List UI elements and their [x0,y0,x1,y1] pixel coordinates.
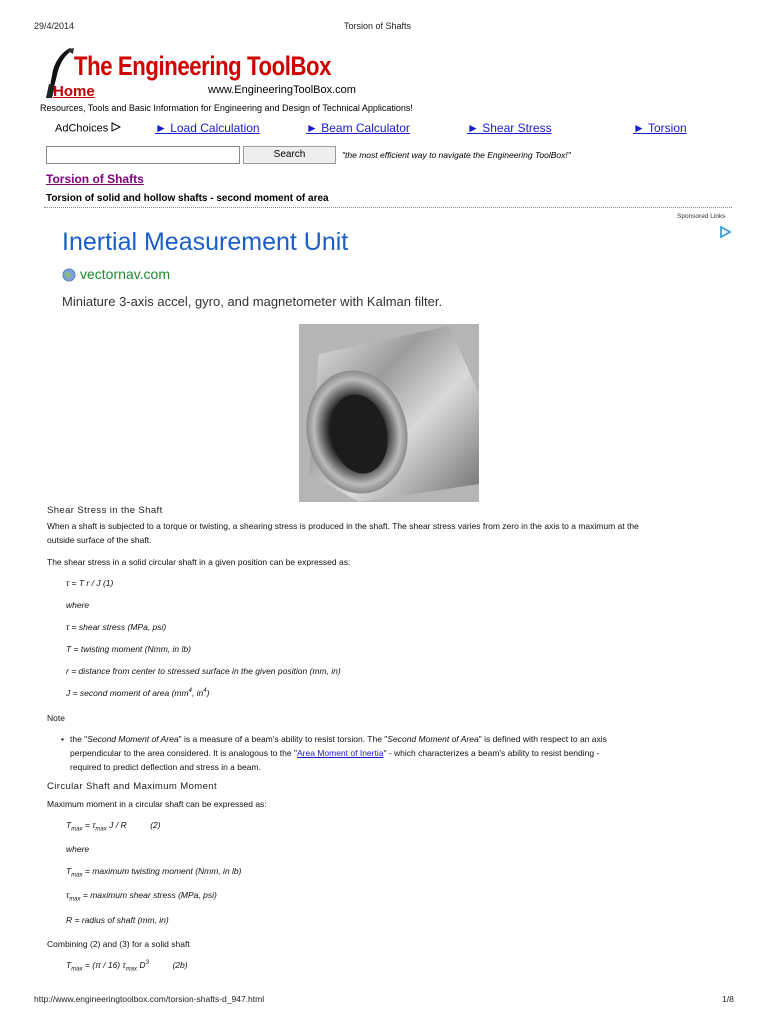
definition-J-exponent-1: 4 [188,688,192,695]
def-taumax-sub: max [69,896,81,903]
page-subtitle: Torsion of solid and hollow shafts - second moment of area [46,193,329,204]
ad-domain[interactable]: vectornav.com [80,266,170,282]
note-text-1b: Second Moment of Area [87,734,179,744]
eq2b-mid: = (π / 16) τ [82,960,126,970]
search-button[interactable]: Search [243,146,336,164]
eq2-T: T [66,820,72,830]
note-text-1c: " is a measure of a beam's ability to resist torsion. The " [178,734,388,744]
eq2b-sub-2: max [125,966,138,973]
shear-paragraph-2: The shear stress in a solid circular shaft in a given position can be expressed as: [47,557,351,567]
print-date: 29/4/2014 [34,21,75,31]
eq2b-T: T [66,960,72,970]
definition-r: r = distance from center to stressed surface in the given position (mm, in) [66,666,341,676]
note-list-item [61,732,607,774]
definition-taumax [66,890,217,903]
definition-J [66,688,209,698]
eq2b-D: D [137,960,146,970]
definition-T: T = twisting moment (Nmm, in lb) [66,644,191,654]
eq2b-sub-1: max [71,966,83,973]
divider [44,207,732,208]
def-taumax-tau: τ [66,890,70,900]
site-url: www.EngineeringToolBox.com [208,84,356,96]
shear-paragraph-1-line-2: outside surface of the shaft. [47,535,152,545]
search-motto: "the most efficient way to navigate the Engineering ToolBox!" [342,150,571,160]
area-moment-of-inertia-link[interactable]: Area Moment of Inertia [297,748,384,758]
definition-J-text-3: ) [206,688,210,698]
definition-tau: τ = shear stress (MPa, psi) [66,622,167,632]
site-tagline: Resources, Tools and Basic Information for Engineering and Design of Technical Applications! [40,103,413,113]
note-text-1d: Second Moment of Area [387,734,479,744]
eq2-rest: J / R (2) [106,820,161,830]
note-text-2b: " - which characterizes a beam's ability to resist bending - [383,748,600,758]
note-text-1a: the " [70,734,88,744]
note-line-3: required to predict deflection and stress in a beam. [70,762,261,772]
home-link[interactable]: Home [53,83,95,100]
definition-J-text-2: , in [191,688,204,698]
eq2-mid: = τ [82,820,96,830]
shear-paragraph-1-line-1: When a shaft is subjected to a torque or twisting, a shearing stress is produced in the shaft. The shear stress varies from zero in the axis to a maximum at the [47,521,639,531]
definition-J-text: J = second moment of area (mm [66,688,189,698]
nav-shear-stress[interactable]: ► Shear Stress [467,121,552,135]
globe-icon [62,268,76,287]
def-Tmax-T: T [66,866,72,876]
ad-title-link[interactable]: Inertial Measurement Unit [62,228,349,256]
note-line-1 [61,732,607,746]
equation-1: τ = T r / J (1) [66,578,114,588]
eq2b-sup: 3 [145,960,149,967]
site-logo-title: The Engineering ToolBox [74,51,332,81]
footer-url: http://www.engineeringtoolbox.com/torsion-shafts-d_947.html [34,994,265,1004]
eq2b-rest: (2b) [148,960,188,970]
max-moment-heading: Circular Shaft and Maximum Moment [47,781,218,792]
shear-paragraph-1 [47,519,737,547]
sponsored-links-label: Sponsored Links [677,213,726,220]
definition-R: R = radius of shaft (mm, in) [66,915,169,925]
where-label-2: where [66,844,90,854]
adchoices-link[interactable] [55,122,121,135]
shear-stress-heading: Shear Stress in the Shaft [47,505,163,516]
page-title-link[interactable]: Torsion of Shafts [46,172,144,186]
ad-description: Miniature 3-axis accel, gyro, and magnetometer with Kalman filter. [62,294,443,309]
equation-2b [66,960,188,973]
nav-beam-calculator[interactable]: ► Beam Calculator [306,121,410,135]
adchoices-label: AdChoices [55,122,109,135]
note-label: Note [47,713,65,723]
note-line-2 [70,746,607,760]
def-Tmax-sub: max [71,872,83,879]
hollow-shaft-image [299,324,479,502]
definition-Tmax [66,866,241,879]
bullet-icon: • [61,734,64,744]
equation-2 [66,820,161,833]
note-text-1e: " is defined with respect to an axis [478,734,607,744]
nav-torsion[interactable]: ► Torsion [633,121,687,135]
max-moment-paragraph: Maximum moment in a circular shaft can be expressed as: [47,799,267,809]
eq2-sub-1: max [71,826,83,833]
def-Tmax-rest: = maximum twisting moment (Nmm, in lb) [82,866,242,876]
note-text-2a: perpendicular to the area considered. It is analogous to the " [70,748,297,758]
print-title: Torsion of Shafts [344,21,412,31]
search-input[interactable] [46,146,240,164]
footer-page-number: 1/8 [722,994,734,1004]
def-taumax-rest: = maximum shear stress (MPa, psi) [80,890,217,900]
eq2-sub-2: max [95,826,107,833]
nav-load-calculation[interactable]: ► Load Calculation [155,121,260,135]
combining-text: Combining (2) and (3) for a solid shaft [47,939,190,949]
where-label-1: where [66,600,90,610]
ad-choices-icon[interactable] [718,225,732,244]
definition-J-exponent-2: 4 [203,688,207,695]
adchoices-icon [111,122,121,135]
